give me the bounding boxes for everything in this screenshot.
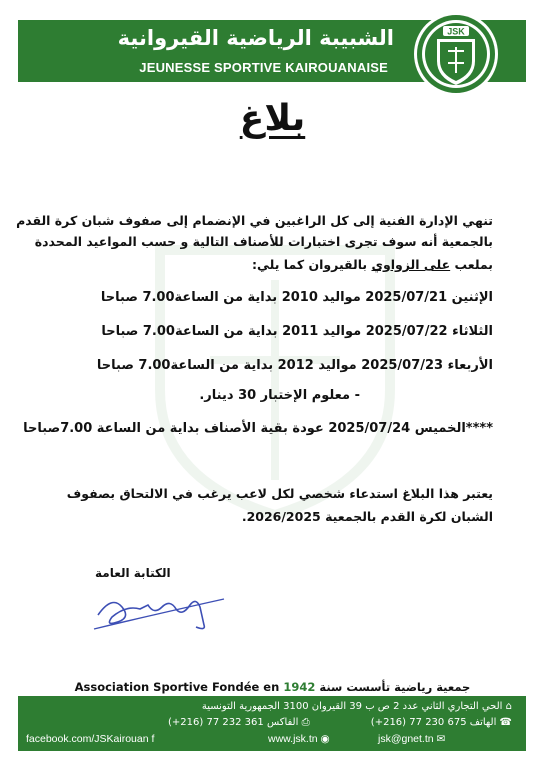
club-name-arabic: الشبيبة الرياضية القيروانية — [117, 26, 394, 50]
notice-title: بلاغ — [239, 98, 306, 139]
stadium-name: على الزواوي — [371, 257, 451, 272]
intro-line-1: تنهي الإدارة الفنية إلى كل الراغبين في الإنضمام إلى صفوف شبان كرة القدم — [16, 213, 493, 228]
globe-icon: ◉ — [320, 733, 330, 745]
signature-label: الكتابة العامة — [95, 566, 171, 580]
schedule-wednesday: الأربعاء 2025/07/23 مواليد 2012 بداية من الساعة7.00 صباحا — [96, 358, 493, 373]
club-logo — [413, 11, 499, 97]
footer-email[interactable]: jsk@gnet.tn ✉ — [378, 733, 446, 745]
club-name-french: JEUNESSE SPORTIVE KAIROUANAISE — [139, 60, 388, 75]
footer-phone: ☎ الهاتف 675 230 77 (216+) — [370, 717, 512, 728]
mail-icon: ✉ — [436, 733, 446, 745]
schedule-monday: الإثنين 2025/07/21 مواليد 2010 بداية من الساعة7.00 صباحا — [100, 290, 493, 305]
closing-line-2: الشبان لكرة القدم بالجمعية 2026/2025. — [241, 509, 493, 524]
footer-facebook[interactable]: facebook.com/JSKairouan f — [26, 733, 155, 745]
footer-website[interactable]: www.jsk.tn ◉ — [268, 733, 330, 745]
logo-text: JSK — [447, 26, 465, 37]
foundation-line: Association Sportive Fondée en 1942 جمعية رياضية تأسست سنة — [74, 680, 471, 694]
test-fee: - معلوم الإختبار 30 دينار. — [199, 388, 360, 403]
intro-line-2: بالجمعية أنه سوف تجرى اختبارات للأصناف التالية و حسب المواعيد المحددة — [34, 234, 493, 249]
closing-line-1: يعتبر هذا البلاغ استدعاء شخصي لكل لاعب يرغب في الالتحاق بصفوف — [66, 486, 493, 501]
footer-address: ⌂ الحي التجاري الثاني عدد 2 ص ب 39 القيروان 3100 الجمهورية التونسية — [201, 701, 512, 712]
facebook-icon: f — [151, 733, 155, 745]
schedule-tuesday: الثلاثاء 2025/07/22 مواليد 2011 بداية من الساعة7.00 صباحا — [101, 324, 493, 339]
schedule-thursday: ****الخميس 2025/07/24 عودة بقية الأصناف بداية من الساعة 7.00صباحا — [23, 421, 493, 436]
footer-banner — [18, 696, 526, 751]
footer-fax: ⎙ الفاكس 361 232 77 (216+) — [168, 717, 310, 728]
intro-line-3: بملعب على الزواوي بالقيروان كما يلي: — [251, 257, 493, 272]
handwritten-signature — [92, 585, 232, 635]
